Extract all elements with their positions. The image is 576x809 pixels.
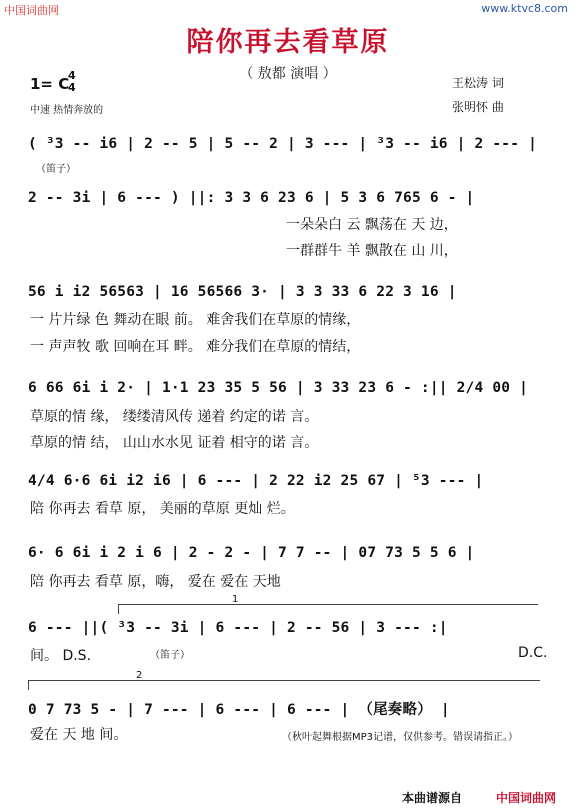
score-row-4-lyric-1: 草原的情 缘， 缕缕清风传 递着 约定的诺 言。	[30, 409, 319, 425]
footer-source-label: 本曲谱源自	[402, 791, 463, 805]
volta-number-2: 2	[136, 670, 143, 681]
volta-bracket-2	[28, 680, 540, 681]
flute-label-2: （笛子）	[150, 650, 190, 661]
time-signature-top: 4	[68, 69, 76, 82]
key-signature: 1= C	[30, 75, 70, 93]
time-signature	[68, 70, 76, 94]
score-row-2-notes: 2 -- 3i | 6 --- ) ||: 3 3 6 23 6 | 5 3 6 765 6 - |	[28, 190, 475, 206]
time-signature-bottom: 4	[68, 81, 76, 94]
performer-line: （ 敖都 演唱 ）	[239, 66, 337, 82]
tempo-marking: 中速 热情奔放的	[30, 105, 104, 116]
score-row-2-lyric-1: 一朵朵白 云 飘荡在 天 边，	[286, 217, 458, 233]
score-row-2-lyric-2: 一群群牛 羊 飘散在 山 川，	[286, 243, 458, 259]
site-watermark-right: www.ktvc8.com	[481, 2, 568, 15]
score-row-8-notes: 0 7 73 5 - | 7 --- | 6 --- | 6 --- | （尾奏略） |	[28, 702, 450, 718]
score-row-8-lyric-1: 爱在 天 地 间。	[30, 727, 128, 743]
score-row-7-lyric-2: D.C.	[518, 645, 548, 661]
flute-label-1: （笛子）	[36, 164, 76, 175]
score-row-1-notes: ( ³3 -- i6 | 2 -- 5 | 5 -- 2 | 3 --- | ³3 -- i6 | 2 --- |	[28, 136, 537, 152]
transcription-note: （秋叶起舞根据MP3记谱，仅供参考。错误请指正。）	[282, 732, 519, 743]
score-row-3-lyric-1: 一 片片绿 色 舞动在眼 前。 难舍我们在草原的情缘，	[30, 312, 361, 328]
score-row-3-notes: 56 i i2 56563 | 16 56566 3· | 3 3 33 6 22 3 16 |	[28, 284, 457, 300]
score-row-7-notes: 6 --- ||( ³3 -- 3i | 6 --- | 2 -- 56 | 3 --- :|	[28, 620, 448, 636]
score-row-5-lyric-1: 陪 你再去 看草 原， 美丽的草原 更灿 烂。	[30, 501, 295, 517]
score-row-6-notes: 6· 6 6i i 2 i 6 | 2 - 2 - | 7 7 -- | 07 73 5 5 6 |	[28, 545, 475, 561]
volta-bracket-1-left-edge	[118, 604, 119, 614]
lyricist-credit: 王松涛 词	[452, 76, 504, 90]
score-row-7-lyric-1: 间。 D.S.	[30, 648, 92, 664]
song-title: 陪你再去看草原	[186, 27, 390, 58]
site-watermark-left: 中国词曲网	[4, 4, 59, 17]
volta-number-1: 1	[232, 594, 239, 605]
score-row-5-notes: 4/4 6·6 6i i2 i6 | 6 --- | 2 22 i2 25 67 | ⁵3 --- |	[28, 473, 484, 489]
composer-credit: 张明怀 曲	[452, 100, 504, 114]
score-row-3-lyric-2: 一 声声牧 歌 回响在耳 畔。 难分我们在草原的情结，	[30, 339, 361, 355]
footer-site-name: 中国词曲网	[496, 791, 557, 805]
volta-bracket-1	[118, 604, 538, 605]
score-row-6-lyric-1: 陪 你再去 看草 原，嗨， 爱在 爱在 天地	[30, 574, 281, 590]
score-row-4-notes: 6 66 6i i 2· | 1·1 23 35 5 56 | 3 33 23 6 - :|| 2/4 00 |	[28, 380, 529, 396]
score-row-4-lyric-2: 草原的情 结， 山山水水见 证着 相守的诺 言。	[30, 435, 319, 451]
volta-bracket-2-left-edge	[28, 680, 29, 690]
